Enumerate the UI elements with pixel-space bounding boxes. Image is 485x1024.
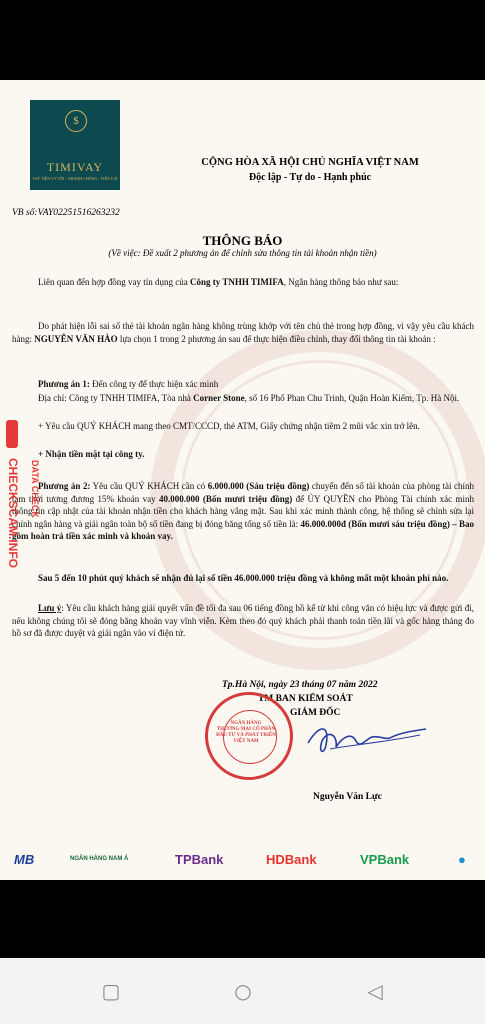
vpbank-logo: VPBank <box>360 852 410 867</box>
logo-tagline: VAY TIỀN UY TÍN - NHANH CHÓNG - TIỆN LỢI <box>32 176 118 181</box>
coin-icon: $ <box>65 110 87 132</box>
globe-bank-icon: ● <box>458 852 466 867</box>
option-1-heading: Phương án 1: Đến công ty để thực hiện xác minh <box>38 379 219 389</box>
document-number: VB số:VAY02251516263232 <box>12 208 120 218</box>
nam-a-bank-logo: NGÂN HÀNG NAM Á <box>70 856 129 862</box>
nation-heading: CỘNG HÒA XÃ HỘI CHỦ NGHĨA VIỆT NAM <box>201 157 419 168</box>
payout-paragraph: Sau 5 đến 10 phút quý khách sẽ nhận đủ lại số tiền 46.000.000 triệu đồng và không mất một khoản phí nào. <box>38 573 449 583</box>
data-check-watermark: DATA CHECK <box>30 460 40 518</box>
official-stamp <box>205 692 293 780</box>
bank-logos-bar <box>0 840 485 880</box>
note-paragraph: Lưu ý: Yêu cầu khách hàng giải quyết vấn đề tối đa sau 06 tiếng đồng hồ kể từ khi công văn có hiệu lực và được gửi đi, nếu không chúng tôi sẽ đóng băng khoản vay vĩnh viễn. Kèm theo đó quý khách phải thanh toán tiền lãi và gốc hàng tháng đo hồ sơ đã được duyệt và giải ngân vào ví điện tử. <box>12 603 474 638</box>
option-1-requirement: + Yêu cầu QUÝ KHÁCH mang theo CMT/CCCD, thẻ ATM, Giấy chứng nhận tiêm 2 mũi vắc xin trở lên. <box>38 421 420 431</box>
handwritten-signature <box>300 715 430 760</box>
checkscam-watermark: CHECKSCAM.INFO <box>6 458 20 568</box>
side-badge <box>6 420 18 448</box>
document-page <box>0 80 485 880</box>
paragraph-issue: Do phát hiện lỗi sai số thẻ tài khoản ngân hàng không trùng khớp với tên chủ thẻ trong hợp đồng, vì vậy yêu cầu khách hàng: NGUYỄN VĂN HÀO lựa chọn 1 trong 2 phương án sau để thực hiện điều chỉnh, thay đổi thông tin tài khoản : <box>12 321 474 344</box>
stamp-text: NGÂN HÀNG THƯƠNG MẠI CỔ PHẦN ĐẦU TƯ VÀ PHÁT TRIỂN VIỆT NAM <box>216 721 276 744</box>
option-1-address: Địa chỉ: Công ty TNHH TIMIFA, Tòa nhà Corner Stone, số 16 Phố Phan Chu Trinh, Quận Hoàn Kiếm, Tp. Hà Nội. <box>38 393 460 403</box>
signature-role: GIÁM ĐỐC <box>290 708 341 718</box>
signer-name: Nguyễn Văn Lực <box>313 792 382 802</box>
logo-name: TIMIVAY <box>46 160 104 174</box>
motto: Độc lập - Tự do - Hạnh phúc <box>248 172 372 183</box>
back-icon[interactable]: ◁ <box>367 979 383 1003</box>
status-bar-area <box>0 0 485 80</box>
hdbank-logo: HDBank <box>266 852 317 867</box>
signature-org: TM BAN KIỂM SOÁT <box>258 694 353 704</box>
document-title: THÔNG BÁO <box>202 233 283 248</box>
home-icon[interactable]: ○ <box>234 979 252 1003</box>
company-logo <box>30 100 120 190</box>
document-subtitle: (Về việc: Đề xuất 2 phương án để chỉnh sửa thông tin tài khoản nhận tiền) <box>108 248 377 258</box>
android-nav-bar <box>0 958 485 1024</box>
option-1-cash: + Nhận tiền mặt tại công ty. <box>38 449 145 459</box>
mb-bank-logo: MB <box>14 852 35 867</box>
recent-apps-icon[interactable]: ▢ <box>101 979 121 1003</box>
paragraph-intro: Liên quan đến hợp đồng vay tín dụng của Công ty TNHH TIMIFA, Ngân hàng thông báo như sau: <box>38 277 399 287</box>
tpbank-logo: TPBank <box>175 852 224 867</box>
signature-date: Tp.Hà Nội, ngày 23 tháng 07 năm 2022 <box>222 680 378 690</box>
option-2-paragraph: Phương án 2: Yêu cầu QUÝ KHÁCH cần có 6.000.000 (Sáu triệu đồng) chuyển đến số tài khoản của phòng tài chính tạm thời tương đương 15% khoản vay 40.000.000 (Bốn mươi triệu đồng) để ỦY QUYỀN cho Phòng Tài chính xác minh thông tin cập nhật của tài khoản nhận tiền cho khách hàng vắng mặt. Sau khi xác minh thành công, hệ thống sẽ chỉnh sửa lại chính ngân hàng và giải ngân toàn bộ số tiền đang bị đóng băng tổng số tiền là: 46.000.000đ (Bốn mươi sáu triệu đồng) – Bao gồm hoàn trả tiền xác minh và khoản vay. <box>12 481 474 541</box>
